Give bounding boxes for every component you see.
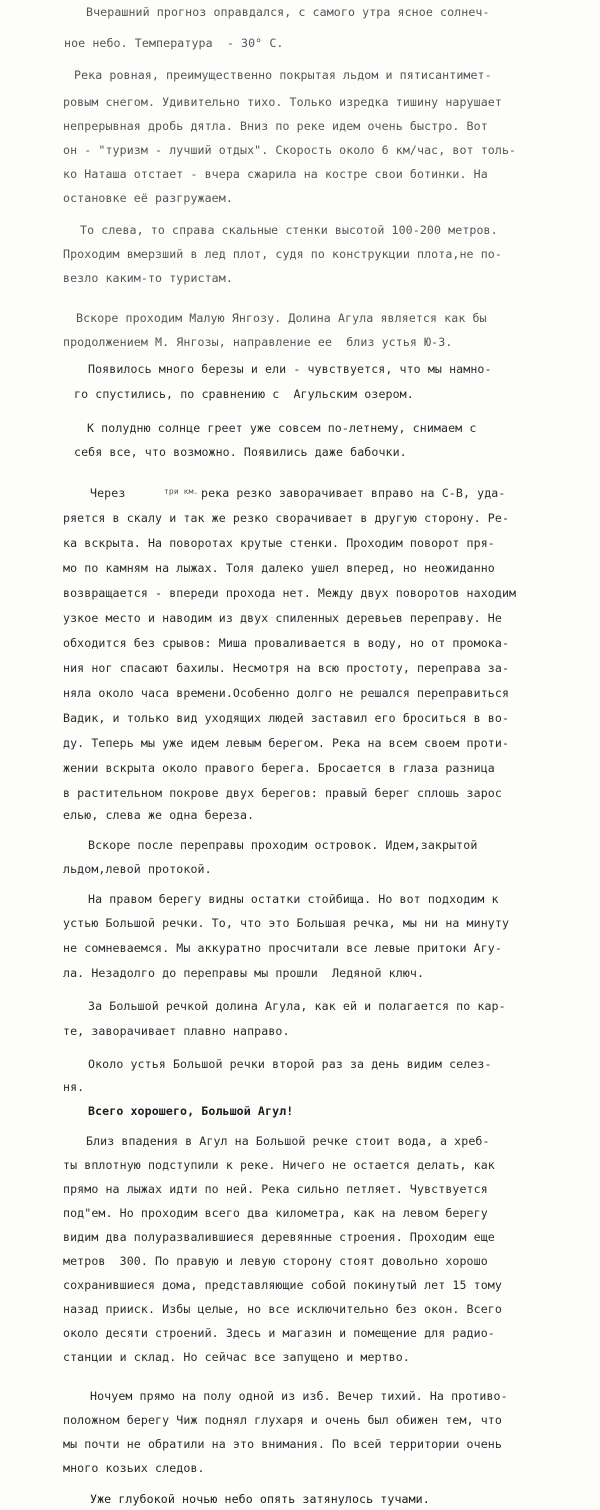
text-line: река резко заворачивает вправо на С-В, уда- <box>201 486 506 500</box>
text-line: ты вплотную подступили к реке. Ничего не остается делать, как <box>63 1158 495 1172</box>
text-line: прямо на лыжах идти по ней. Река сильно петляет. Чувствуется <box>63 1182 488 1196</box>
text-line: ния ног спасают бахилы. Несмотря на всю простоту, переправа за- <box>63 661 510 675</box>
text-line: ка вскрыта. На поворотах крутые стенки. Проходим поворот пря- <box>63 536 495 550</box>
text-line: ко Наташа отстает - вчера сжарила на костре свои ботинки. На <box>63 167 488 181</box>
text-line: К полудню солнце греет уже совсем по-летнему, снимаем с <box>87 421 477 435</box>
text-line: Близ впадения в Агул на Большой речке стоит вода, а хреб- <box>86 1134 490 1148</box>
text-line: Появилось много березы и ели - чувствуется, что мы намно- <box>88 362 492 376</box>
text-line: Вадик, и только вид уходящих людей заставил его броситься в во- <box>63 711 510 725</box>
text-line: не сомневаемся. Мы аккуратно просчитали все левые притоки Агу- <box>63 941 502 955</box>
text-line: Проходим вмерзший в лед плот, судя по конструкции плота,не по- <box>63 247 502 261</box>
margin-note: три км. <box>164 487 199 496</box>
text-line: жении вскрыта около правого берега. Бросается в глаза разница <box>63 761 495 775</box>
text-line: Уже глубокой ночью небо опять затянулось тучами. <box>90 1492 430 1506</box>
text-line: обходится без срывов: Миша проваливается в воду, но от промока- <box>63 636 510 650</box>
text-line: ряется в скалу и так же резко сворачивает в другую сторону. Ре- <box>63 511 510 525</box>
text-line: много козьих следов. <box>63 1461 205 1475</box>
text-line: устью Большой речки. То, что это Большая речка, мы ни на минуту <box>63 916 510 930</box>
text-line: метров 300. По правую и левую сторону стоят довольно хорошо <box>63 1254 488 1268</box>
text-line: Вскоре проходим Малую Янгозу. Долина Агула является как бы <box>76 311 487 325</box>
text-line: няла около часа времени.Особенно долго не решался переправиться <box>63 686 510 700</box>
text-line: Ночуем прямо на полу одной из изб. Вечер тихий. На противо- <box>90 1389 508 1403</box>
text-line: го спустились, по сравнению с Агульским озером. <box>74 387 414 401</box>
text-line: остановке её разгружаем. <box>63 191 233 205</box>
text-line: он - "туризм - лучший отдых". Скорость около 6 км/час, вот толь- <box>63 143 517 157</box>
text-line: мо по камням на лыжах. Толя далеко ушел вперед, но неожиданно <box>63 561 495 575</box>
text-line: везло каким-то туристам. <box>63 271 233 285</box>
text-line: За Большой речкой долина Агула, как ей и полагается по кар- <box>88 999 506 1013</box>
text-line: станции и склад. Но сейчас все запущено и мертво. <box>63 1350 410 1364</box>
text-line: видим два полуразвалившиеся деревянные строения. Проходим еще <box>63 1230 495 1244</box>
text-line: в растительном покрове двух берегов: правый берег сплошь зарос <box>63 786 502 800</box>
text-line: ла. Незадолго до переправы мы прошли Ледяной ключ. <box>63 966 425 980</box>
text-line: ровым снегом. Удивительно тихо. Только изредка тишину нарушает <box>63 95 502 109</box>
text-line: возвращается - впереди прохода нет. Между двух поворотов находим <box>63 586 517 600</box>
text-line: ное небо. Температура - 30° С. <box>64 36 284 50</box>
text-line: Через <box>90 486 126 500</box>
text-line: На правом берегу видны остатки стойбища. Но вот подходим к <box>88 892 499 906</box>
text-line: себя все, что возможно. Появились даже бабочки. <box>74 445 407 459</box>
text-line: Вчерашний прогноз оправдался, с самого утра ясное солнеч- <box>86 5 490 19</box>
text-line: Всего хорошего, Большой Агул! <box>88 1104 294 1118</box>
text-line: те, заворачивает плавно направо. <box>63 1024 290 1038</box>
text-line: елью, слева же одна береза. <box>63 808 255 822</box>
text-line: узкое место и наводим из двух спиленных деревьев переправу. Не <box>63 611 502 625</box>
text-line: льдом,левой протокой. <box>63 862 212 876</box>
text-line: Около устья Большой речки второй раз за день видим селез- <box>88 1057 492 1071</box>
text-line: Вскоре после переправы проходим островок. Идем,закрытой <box>88 838 478 852</box>
text-line: около десяти строений. Здесь и магазин и помещение для радио- <box>63 1326 495 1340</box>
text-line: То слева, то справа скальные стенки высотой 100-200 метров. <box>80 223 498 237</box>
text-line: ня. <box>63 1080 85 1094</box>
text-line: Река ровная, преимущественно покрытая льдом и пятисантимет- <box>74 68 492 82</box>
text-line: сохранившиеся дома, представляющие собой покинутый лет 15 тому <box>63 1278 502 1292</box>
text-line: положном берегу Чиж поднял глухаря и очень был обижен тем, что <box>63 1413 502 1427</box>
text-line: продолжением М. Янгозы, направление ее близ устья Ю-З. <box>63 335 453 349</box>
text-line: мы почти не обратили на это внимания. По всей территории очень <box>63 1437 502 1451</box>
text-line: под"ем. Но проходим всего два километра, как на левом берегу <box>63 1206 488 1220</box>
text-line: назад прииск. Избы целые, но все исключительно без окон. Всего <box>63 1302 502 1316</box>
text-line: непрерывная дробь дятла. Вниз по реке идем очень быстро. Вот <box>63 119 488 133</box>
text-line: ду. Теперь мы уже идем левым берегом. Река на всем своем проти- <box>63 736 510 750</box>
